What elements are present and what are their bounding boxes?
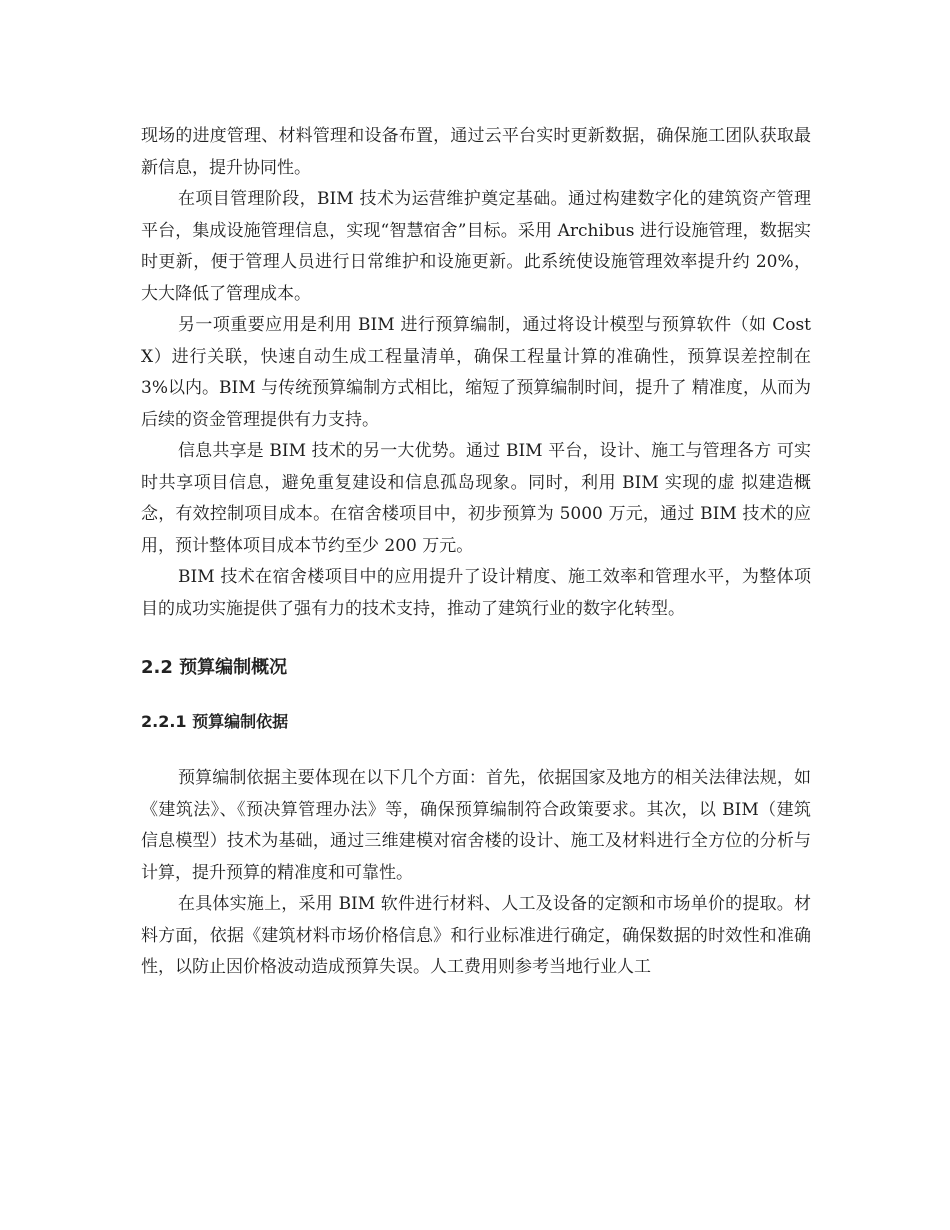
paragraph-implementation: 在具体实施上，采用 BIM 软件进行材料、人工及设备的定额和市场单价的提取。材料方面，依据《建筑材料市场价格信息》和行业标准进行确定，确保数据的时效性和准确性，以防止因价格波动造成预算失误。人工费用则参考当地行业人工: [141, 894, 811, 977]
paragraph-project-management: 在项目管理阶段，BIM 技术为运营维护奠定基础。通过构建数字化的建筑资产管理平台，集成设施管理信息，实现“智慧宿舍”目标。采用 Archibus 进行设施管理，数据实时更新，便于管理人员进行日常维护和设施更新。此系统使设施管理效率提升约 20%，大大降低了管理成本。: [141, 189, 811, 304]
paragraph-budget-basis: 预算编制依据主要体现在以下几个方面：首先，依据国家及地方的相关法律法规，如《建筑法》、《预决算管理办法》等，确保预算编制符合政策要求。其次，以 BIM（建筑信息模型）技术为基础，通过三维建模对宿舍楼的设计、施工及材料进行全方位的分析与计算，提升预算的精准度和可靠性。: [141, 768, 811, 883]
paragraph-information-sharing: 信息共享是 BIM 技术的另一大优势。通过 BIM 平台，设计、施工与管理各方 可实时共享项目信息，避免重复建设和信息孤岛现象。同时，利用 BIM 实现的虚 拟建造概念，有效控制项目成本。在宿舍楼项目中，初步预算为 5000 万元，通过 BIM 技术的应用，预计整体项目成本节约至少 200 万元。: [141, 441, 811, 556]
section-heading: 2.2 预算编制概况: [141, 657, 288, 678]
paragraph-conclusion: BIM 技术在宿舍楼项目中的应用提升了设计精度、施工效率和管理水平，为整体项目的成功实施提供了强有力的技术支持，推动了建筑行业的数字化转型。: [141, 567, 811, 619]
document-body: [141, 121, 811, 984]
paragraph-budget-application: 另一项重要应用是利用 BIM 进行预算编制，通过将设计模型与预算软件（如 CostX）进行关联，快速自动生成工程量清单，确保工程量计算的准确性，预算误差控制在 3%以内。BIM 与传统预算编制方式相比，缩短了预算编制时间，提升了 精准度，从而为后续的资金管理提供有力支持。: [141, 315, 811, 430]
paragraph-continuation: 现场的进度管理、材料管理和设备布置，通过云平台实时更新数据，确保施工团队获取最新信息，提升协同性。: [141, 126, 811, 178]
subsection-heading: 2.2.1 预算编制依据: [141, 712, 289, 731]
